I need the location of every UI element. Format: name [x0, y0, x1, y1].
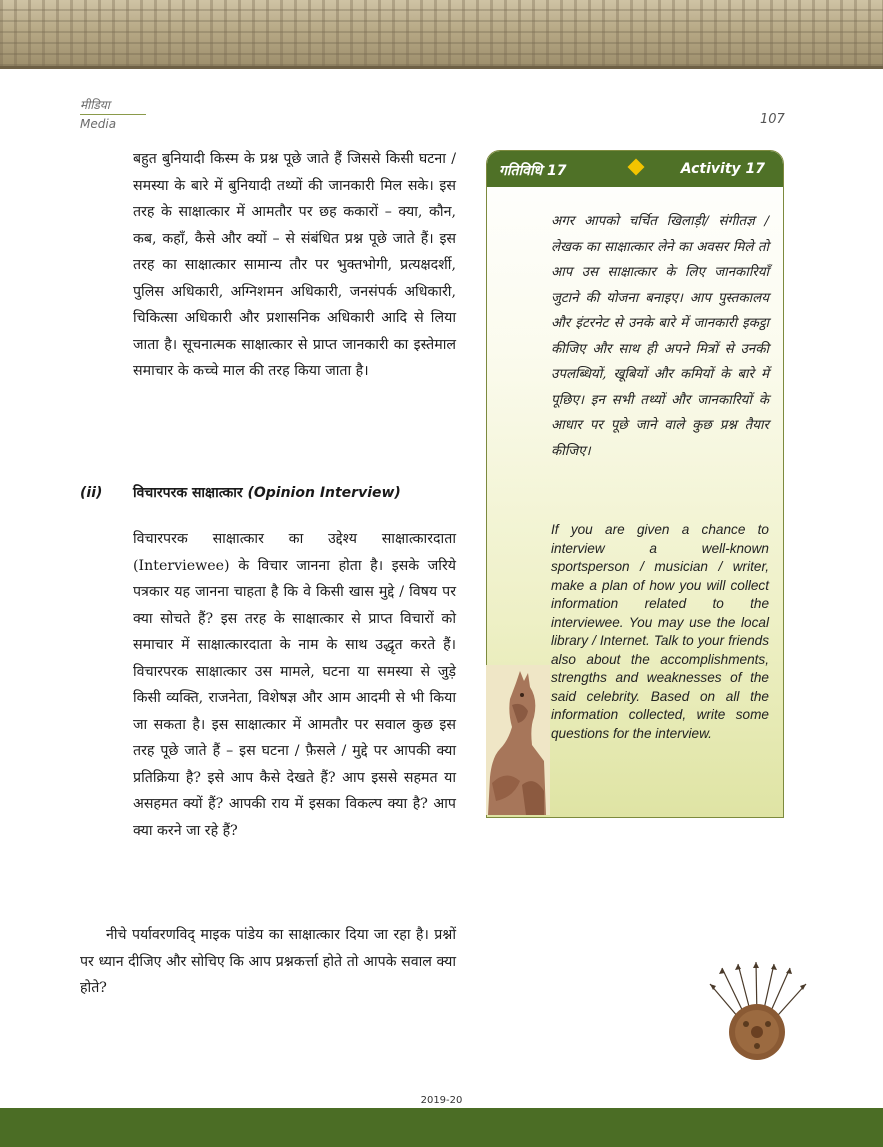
subsection-number: (ii)	[80, 485, 103, 501]
activity-text-english: If you are given a chance to interview a well-known sportsperson / musician / writer, make a plan of how you will collect information related to the interviewee. You may use the local library / Internet. Talk to your friends also about the accomplishments, strengths and weaknesses of the said celebrity. Based on all the information collected, write some questions for the interview.	[551, 522, 769, 741]
horse-figurine-image	[486, 665, 550, 815]
page-number: 107	[760, 112, 785, 127]
activity-label-english: Activity 17	[680, 161, 765, 177]
activity-header	[487, 151, 783, 187]
activity-label-hindi: गतिविधि 17	[499, 163, 567, 179]
carved-stone-banner	[0, 0, 883, 69]
diamond-icon	[628, 159, 645, 176]
activity-text-hindi: अगर आपको चर्चित खिलाड़ी/ संगीतज्ञ / लेखक का साक्षात्कार लेने का अवसर मिले तो आप उस साक्षात्कार के लिए जानकारियाँ जुटाने की योजना बनाइए। आप पुस्तकालय और इंटरनेट से उनके बारे में जानकारी इकट्ठा कीजिए और साथ ही अपने मित्रों से उनकी उपलब्धियों, खूबियों और कमियों के बारे में पूछिए। इन सभी तथ्यों और जानकारियों के आधार पर पूछे जाने वाले कुछ प्रश्न तैयार कीजिए।	[551, 214, 769, 459]
running-head	[80, 96, 146, 131]
paragraph-closing: नीचे पर्यावरणविद् माइक पांडेय का साक्षात्कार दिया जा रहा है। प्रश्नों पर ध्यान दीजिए और सोचिए कि आप प्रश्नकर्त्ता होते तो आपके सवाल क्या होते?	[80, 927, 456, 996]
paragraph-opinion-interview: विचारपरक साक्षात्कार का उद्देश्य साक्षात्कारदाता (Interviewee) के विचार जानना होता है। इसके जरिये पत्रकार यह जानना चाहता है कि वे किसी खास मुद्दे / विषय पर क्या सोचते हैं? इस तरह के साक्षात्कार से प्राप्त विचारों को समाचार में साक्षात्कारदाता के नाम के साथ उद्धृत करते हैं। विचारपरक साक्षात्कार उस मामले, घटना या समस्या से जुड़े किसी व्यक्ति, राजनेता, विशेषज्ञ और आम आदमी से भी किया जा सकता है। इस साक्षात्कार में आमतौर पर सवाल कुछ इस तरह पूछे जाते हैं – इस घटना / फ़ैसले / मुद्दे पर आपकी क्या प्रतिक्रिया है? इसे आप कैसे देखते हैं? आप इससे सहमत या असहमत क्यों हैं? आपकी राय में इसका विकल्प क्या है? आप क्या करने जा रहे हैं?	[133, 531, 456, 839]
subsection-title-english: (Opinion Interview)	[247, 485, 401, 501]
body-column-middle	[133, 526, 456, 844]
section-title-hindi: मीडिया	[80, 96, 146, 115]
shield-with-arrows-image	[702, 960, 812, 1070]
footer-year: 2019-20	[420, 1095, 463, 1106]
section-title-english: Media	[80, 117, 117, 131]
subsection-title-hindi: विचारपरक साक्षात्कार	[133, 485, 243, 501]
subsection-title	[133, 484, 453, 503]
body-column-top	[133, 146, 456, 385]
paragraph-informative-interview: बहुत बुनियादी किस्म के प्रश्न पूछे जाते हैं जिससे किसी घटना / समस्या के बारे में बुनियादी तथ्यों की जानकारी मिल सके। इस तरह के साक्षात्कार में आमतौर पर छह ककारों – क्या, कौन, कब, कहाँ, कैसे और क्यों – से संबंधित प्रश्न पूछे जाते हैं। इस तरह का साक्षात्कार सामान्य तौर पर भुक्तभोगी, प्रत्यक्षदर्शी, पुलिस अधिकारी, अग्निशमन अधिकारी, जनसंपर्क अधिकारी, चिकित्सा अधिकारी और प्रशासनिक अधिकारी आदि से लिया जाता है। सूचनात्मक साक्षात्कार से प्राप्त जानकारी का इस्तेमाल समाचार के कच्चे माल की तरह किया जाता है।	[133, 151, 456, 379]
bottom-band	[0, 1108, 883, 1147]
